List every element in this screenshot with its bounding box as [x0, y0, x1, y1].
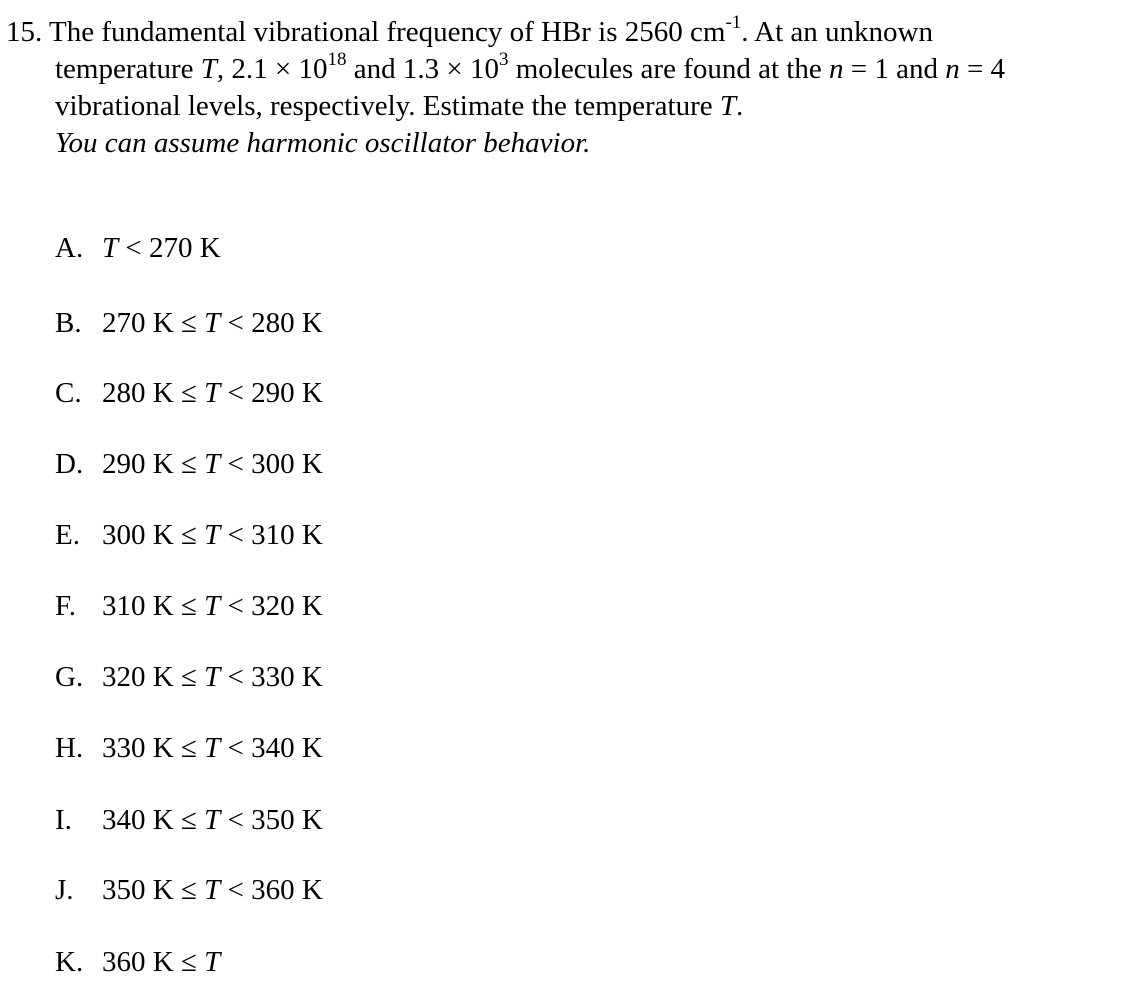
variable-T: T	[200, 53, 217, 85]
choice-g[interactable]	[55, 657, 323, 697]
choice-post: < 290 K	[220, 377, 323, 409]
choice-text	[102, 303, 323, 343]
choice-letter: I.	[55, 804, 72, 836]
question-text-3b: .	[736, 90, 744, 122]
choice-post: < 280 K	[220, 307, 323, 339]
choice-text	[102, 444, 323, 484]
choice-text	[102, 373, 323, 413]
choice-letter: D.	[55, 448, 84, 480]
variable-T: T	[204, 874, 221, 906]
variable-T: T	[204, 377, 221, 409]
choice-pre: 290 K ≤	[102, 448, 205, 480]
question-text-2d: molecules are found at the	[508, 53, 829, 85]
question-line-2	[6, 51, 1121, 88]
variable-T: T	[204, 804, 221, 836]
choice-letter: C.	[55, 377, 82, 409]
choice-post: < 360 K	[220, 874, 323, 906]
variable-T: T	[719, 90, 737, 122]
choice-pre: 350 K ≤	[102, 874, 205, 906]
choice-letter: A.	[55, 232, 84, 264]
choice-e[interactable]	[55, 515, 323, 555]
choice-pre: 280 K ≤	[102, 377, 205, 409]
question-text-3a: vibrational levels, respectively. Estimate the temperature	[55, 90, 720, 122]
choice-post: < 330 K	[220, 661, 323, 693]
choice-text	[102, 942, 220, 982]
choice-letter: E.	[55, 519, 80, 551]
question-line-3	[6, 88, 1121, 125]
choice-pre: 310 K ≤	[102, 590, 205, 622]
hint-text: You can assume harmonic oscillator behavior.	[55, 127, 591, 159]
choice-letter: G.	[55, 661, 84, 693]
choice-pre: 330 K ≤	[102, 732, 205, 764]
variable-n: n	[945, 53, 960, 85]
choice-text	[102, 586, 323, 626]
choice-text	[102, 800, 323, 840]
question-hint	[6, 125, 1121, 162]
choice-text	[102, 515, 323, 555]
question-text-2e: = 1 and	[843, 53, 946, 85]
choice-pre: 360 K ≤	[102, 946, 205, 978]
question-block	[6, 14, 1121, 162]
choice-post: < 310 K	[220, 519, 323, 551]
question-text-2a: temperature	[55, 53, 201, 85]
choice-text	[102, 728, 323, 768]
question-text-2b: , 2.1 × 10	[216, 53, 328, 85]
choice-post: < 350 K	[220, 804, 323, 836]
variable-T: T	[102, 232, 119, 264]
choice-letter: H.	[55, 732, 84, 764]
choice-c[interactable]	[55, 373, 323, 413]
variable-T: T	[204, 307, 221, 339]
choice-text	[102, 870, 323, 910]
choice-post: < 320 K	[220, 590, 323, 622]
variable-T: T	[204, 448, 221, 480]
choice-post: < 270 K	[118, 232, 221, 264]
choice-k[interactable]	[55, 942, 220, 982]
choice-d[interactable]	[55, 444, 323, 484]
exponent-18: 18	[327, 49, 347, 71]
question-text-2c: and 1.3 × 10	[346, 53, 499, 85]
choice-pre: 300 K ≤	[102, 519, 205, 551]
choice-text	[102, 657, 323, 697]
exponent-3: 3	[498, 49, 509, 71]
choice-pre: 320 K ≤	[102, 661, 205, 693]
question-text-1a: The fundamental vibrational frequency of HBr is 2560 cm	[48, 16, 726, 48]
question-text-1b: . At an unknown	[741, 16, 933, 48]
superscript-minus-one: -1	[725, 12, 742, 34]
choice-post: < 300 K	[220, 448, 323, 480]
choice-post: < 340 K	[220, 732, 323, 764]
question-line-1	[6, 14, 1121, 51]
variable-T: T	[204, 732, 221, 764]
variable-T: T	[204, 519, 221, 551]
choice-letter: F.	[55, 590, 77, 622]
variable-n: n	[828, 53, 844, 85]
variable-T: T	[204, 946, 221, 978]
question-number: 15.	[6, 16, 43, 48]
choice-letter: B.	[55, 307, 82, 339]
choice-letter: J.	[55, 874, 74, 906]
choice-a[interactable]	[55, 228, 221, 268]
choice-f[interactable]	[55, 586, 323, 626]
question-text-2f: = 4	[959, 53, 1006, 85]
choice-b[interactable]	[55, 303, 323, 343]
choice-j[interactable]	[55, 870, 323, 910]
choice-pre: 340 K ≤	[102, 804, 205, 836]
choice-h[interactable]	[55, 728, 323, 768]
choice-i[interactable]	[55, 800, 323, 840]
choice-text	[102, 228, 221, 268]
choice-pre: 270 K ≤	[102, 307, 205, 339]
choice-letter: K.	[55, 946, 84, 978]
variable-T: T	[204, 590, 221, 622]
variable-T: T	[204, 661, 221, 693]
